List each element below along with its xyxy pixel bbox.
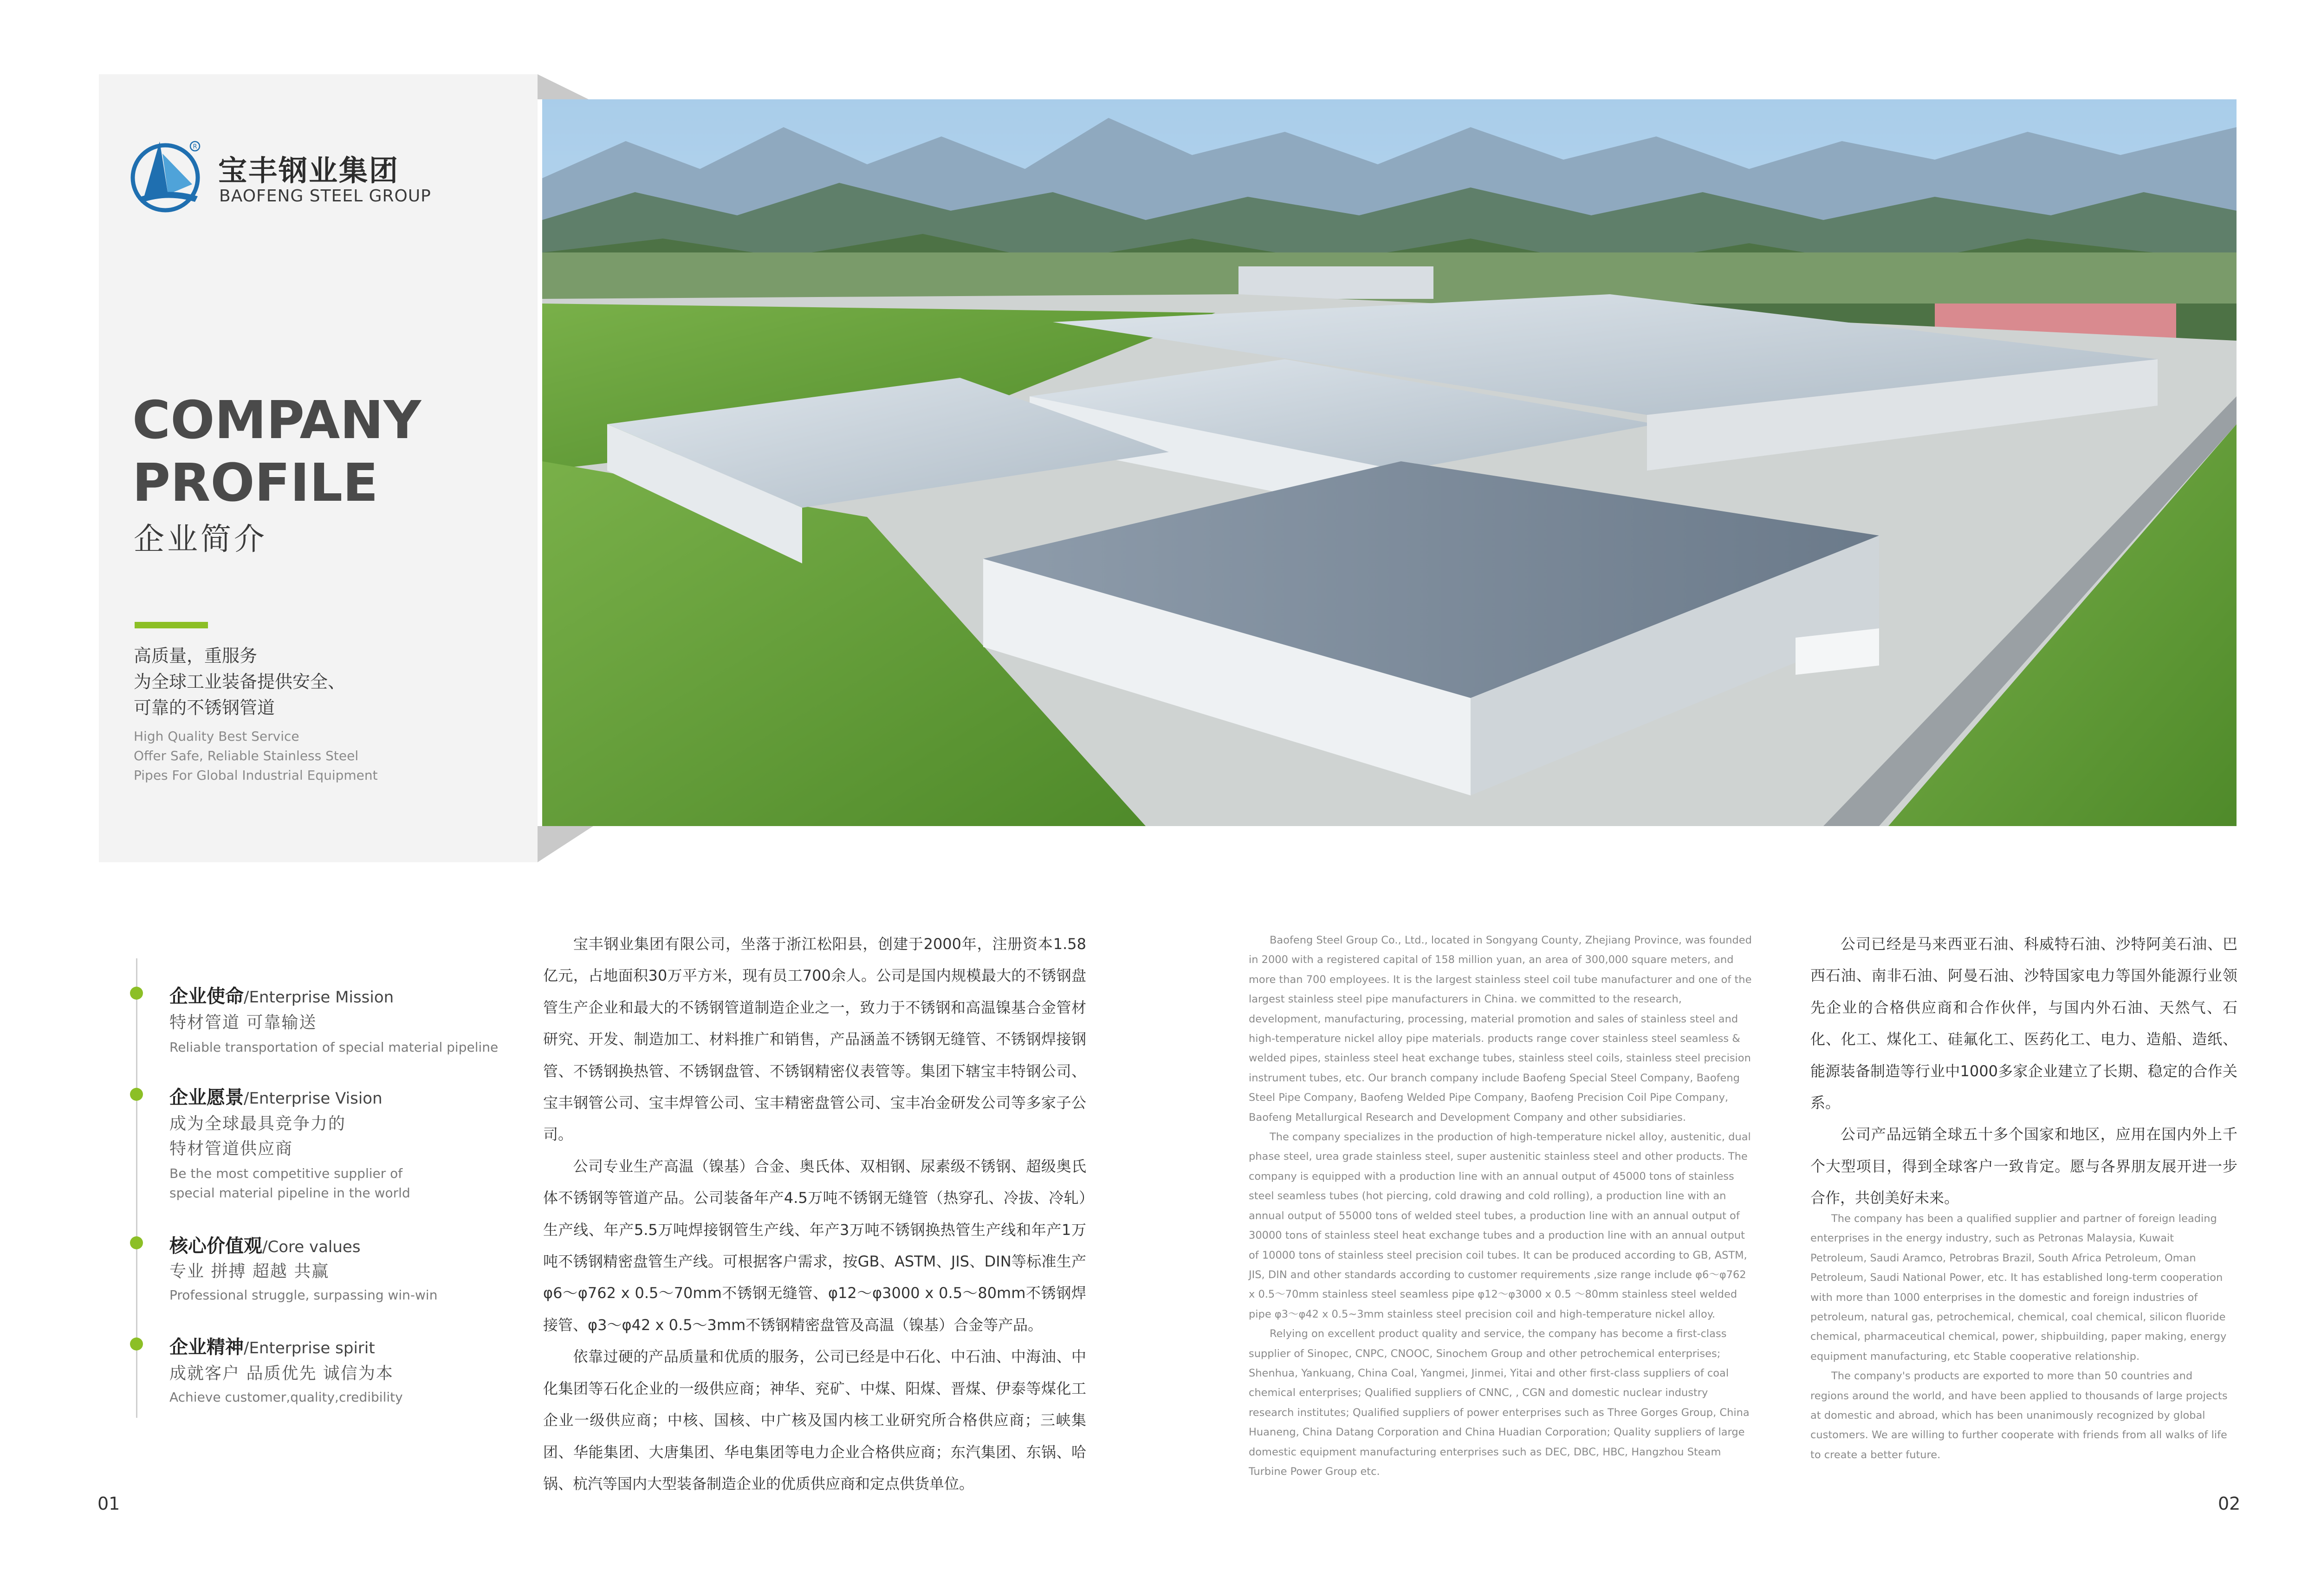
factory-aerial-photo <box>542 99 2237 826</box>
paragraph-text: Relying on excellent product quality and service, the company has become a first-class supplier of Sinopec, CNPC, CNOOC, Sinochem Group and other petrochemical enterprises; Shenhua, Yankuang, China Coal, Yangmei, Jinmei, Yitai and other first-class suppliers of coal chemical enterprises; Qualified suppliers of CNNC, , CGN and domestic nuclear industry research institutes; Qualified suppliers of power enterprises such as Three Gorges Group, China Huaneng, China Datang Corporation and China Huadian Corporation; Quality suppliers of large domestic equipment manufacturing enterprises such as DEC, DBC, HBC, Hangzhou Steam Turbine Power Group etc. <box>1249 1328 1750 1478</box>
paragraph <box>1810 928 2237 1118</box>
page-title-cn: 企业简介 <box>134 521 267 557</box>
body-en-column-1 <box>1249 930 1755 1481</box>
page-fold-top <box>538 74 593 99</box>
paragraph-text: 依靠过硬的产品质量和优质的服务，公司已经是中石化、中石油、中海油、中化集团等石化企业的一级供应商；神华、兖矿、中煤、阳煤、晋煤、伊泰等煤化工企业一级供应商；中核、国核、中广核及国内核工业研究所合格供应商；三峡集团、华能集团、大唐集团、华电集团等电力企业合格供应商；东汽集团、东锅、哈锅、杭汽等国内大型装备制造企业的优质供应商和定点供货单位。 <box>543 1348 1086 1493</box>
vision-title-en: /Enterprise Vision <box>244 1089 383 1108</box>
paragraph-text: The company specializes in the production of high-temperature nickel alloy, austenitic, dual phase steel, urea grade stainless steel, super austenitic stainless steel and other products. The company is equipped with a production line with an annual output of 45000 tons of stainless steel seamless tubes (hot piercing, cold drawing and cold rolling), a production line with an annual output of 55000 tons of welded steel tubes, a production line with an annual output of 30000 tons of stainless steel heat exchange tubes and a production line with an annual output of 10000 tons of stainless steel precision coil tubes. It can be produced according to GB, ASTM, JIS, DIN and other standards according to customer requirements ,size range include φ6～φ762 x 0.5～70mm stainless steel seamless pipe φ12～φ3000 x 0.5 ～80mm stainless steel welded pipe φ3～φ42 x 0.5~3mm stainless steel precision coil and high-temperature nickel alloy. <box>1249 1131 1751 1320</box>
slogan-en: High Quality Best Service Offer Safe, Reliable Stainless Steel Pipes For Global Industrial Equipment <box>134 729 378 783</box>
spirit-title-cn: 企业精神 <box>169 1337 244 1358</box>
paragraph <box>1249 930 1755 1127</box>
paragraph-text: 宝丰钢业集团有限公司，坐落于浙江松阳县，创建于2000年，注册资本1.58亿元，占地面积30万平方米，现有员工700余人。公司是国内规模最大的不锈钢盘管生产企业和最大的不锈钢管道制造企业之一，致力于不锈钢和高温镍基合金管材研究、开发、制造加工、材料推广和销售，产品涵盖不锈钢无缝管、不锈钢焊接钢管、不锈钢换热管、不锈钢盘管、不锈钢精密仪表管等。集团下辖宝丰特钢公司、宝丰钢管公司、宝丰焊管公司、宝丰精密盘管公司、宝丰冶金研发公司等多家子公司。 <box>543 935 1086 1144</box>
mission-text-cn: 特材管道 可靠输送 <box>169 1013 317 1032</box>
spirit-text-cn: 成就客户 品质优先 诚信为本 <box>169 1364 394 1383</box>
sail-logo-icon <box>125 132 209 216</box>
svg-text:R: R <box>193 143 197 150</box>
bullet-dot <box>130 987 143 1000</box>
paragraph <box>1249 1127 1755 1324</box>
page-number-left: 01 <box>97 1493 120 1514</box>
paragraph <box>1810 1209 2228 1366</box>
page-number-right: 02 <box>2218 1493 2241 1514</box>
mission-title <box>169 982 394 1008</box>
vision-text-en: Be the most competitive supplier of special material pipeline in the world <box>169 1166 410 1201</box>
paragraph-text: 公司专业生产高温（镍基）合金、奥氏体、双相钢、尿素级不锈钢、超级奥氏体不锈钢等管道产品。公司装备年产4.5万吨不锈钢无缝管（热穿孔、冷拔、冷轧）生产线、年产5.5万吨焊接钢管生产线、年产3万吨不锈钢换热管生产线和年产1万吨不锈钢精密盘管生产线。可根据客户需求，按GB、ASTM、JIS、DIN等标准生产φ6～φ762 x 0.5～70mm不锈钢无缝管、φ12～φ3000 x 0.5～80mm不锈钢焊接管、φ3～φ42 x 0.5～3mm不锈钢精密盘管及高温（镍基）合金等产品。 <box>543 1157 1086 1334</box>
core-values-title-cn: 核心价值观 <box>169 1235 262 1257</box>
paragraph-text: The company has been a qualified supplier and partner of foreign leading enterprises in the energy industry, such as Petronas Malaysia, Kuwait Petroleum, Saudi Aramco, Petrobras Brazil, South Africa Petroleum, Oman Petroleum, Saudi National Power, etc. It has established long-term cooperation with more than 1000 enterprises in the domestic and foreign industries of petroleum, natural gas, petrochemical, chemical, coal chemical, silicon fluoride chemical, pharmaceutical chemical, power, shipbuilding, paper making, energy equipment manufacturing, etc Stable cooperative relationship. <box>1810 1213 2227 1363</box>
bullet-dot <box>130 1338 143 1350</box>
paragraph <box>543 928 1086 1150</box>
bullet-dot <box>130 1236 143 1249</box>
brand-name-en: BAOFENG STEEL GROUP <box>219 187 431 206</box>
core-values-title-en: /Core values <box>262 1238 361 1256</box>
mission-text-en: Reliable transportation of special material pipeline <box>169 1040 499 1055</box>
core-values-text-en: Professional struggle, surpassing win-win <box>169 1287 438 1303</box>
paragraph-text: Baofeng Steel Group Co., Ltd., located in Songyang County, Zhejiang Province, was founded in 2000 with a registered capital of 158 million yuan, an area of 300,000 square meters, and more than 700 employees. It is the largest stainless steel coil tube manufacturer and one of the largest stainless steel pipe manufacturers in China. we committed to the research, development, manufacturing, processing, material promotion and sales of stainless steel and high-temperature nickel alloy pipe materials. products range cover stainless steel seamless & welded pipes, stainless steel heat exchange tubes, stainless steel coils, stainless steel precision instrument tubes, etc. Our branch company include Baofeng Special Steel Company, Baofeng Steel Pipe Company, Baofeng Welded Pipe Company, Baofeng Precision Coil Pipe Company, Baofeng Metallurgical Research and Development Company and other subsidiaries. <box>1249 934 1752 1124</box>
spirit-text-en: Achieve customer,quality,credibility <box>169 1389 403 1405</box>
vision-title <box>169 1083 383 1109</box>
paragraph <box>1810 1366 2228 1465</box>
bullet-dot <box>130 1088 143 1101</box>
paragraph <box>543 1150 1086 1341</box>
paragraph <box>1810 1118 2237 1214</box>
page-title-line-1: COMPANY <box>132 390 421 451</box>
paragraph <box>543 1341 1086 1499</box>
body-cn-column-1 <box>543 928 1086 1499</box>
body-en-column-2 <box>1810 1209 2228 1465</box>
brand-name-cn: 宝丰钢业集团 <box>218 154 400 187</box>
paragraph-text: 公司已经是马来西亚石油、科威特石油、沙特阿美石油、巴西石油、南非石油、阿曼石油、沙特国家电力等国外能源行业领先企业的合格供应商和合作伙伴，与国内外石油、天然气、石化、化工、煤化工、硅氟化工、医药化工、电力、造船、造纸、能源装备制造等行业中1000多家企业建立了长期、稳定的合作关系。 <box>1810 935 2237 1112</box>
paragraph-text: The company's products are exported to more than 50 countries and regions around the world, and have been applied to thousands of large projects at domestic and abroad, which has been unanimously recognized by global customers. We are willing to further cooperate with friends from all walks of life to create a better future. <box>1810 1370 2228 1461</box>
body-cn-column-2 <box>1810 928 2237 1214</box>
accent-divider <box>135 622 208 628</box>
mission-title-cn: 企业使命 <box>169 986 244 1007</box>
paragraph-text: 公司产品远销全球五十多个国家和地区，应用在国内外上千个大型项目，得到全球客户一致肯定。愿与各界朋友展开进一步合作，共创美好未来。 <box>1810 1125 2237 1207</box>
page-fold-bottom <box>538 826 593 862</box>
paragraph <box>1249 1324 1755 1481</box>
core-values-title <box>169 1231 361 1258</box>
slogan-cn: 高质量，重服务 为全球工业装备提供安全、 可靠的不锈钢管道 <box>134 646 346 718</box>
page-title-line-2: PROFILE <box>132 453 378 513</box>
spirit-title <box>169 1332 375 1359</box>
vision-text-cn: 成为全球最具竞争力的 特材管道供应商 <box>169 1114 346 1158</box>
vision-title-cn: 企业愿景 <box>169 1087 244 1108</box>
core-values-text-cn: 专业 拼搏 超越 共赢 <box>169 1262 330 1281</box>
spirit-title-en: /Enterprise spirit <box>244 1339 375 1357</box>
mission-title-en: /Enterprise Mission <box>244 988 394 1007</box>
